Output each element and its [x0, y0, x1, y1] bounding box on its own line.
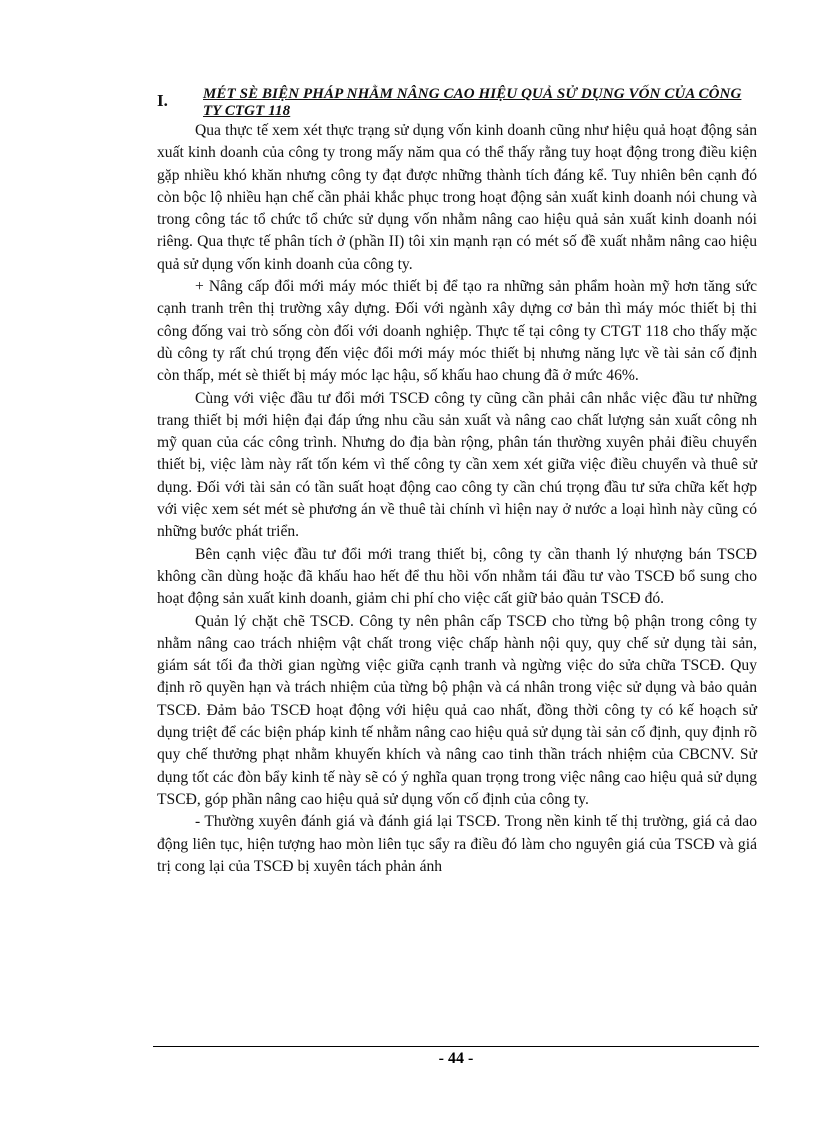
paragraph: + Nâng cấp đổi mới máy móc thiết bị để tạo ra những sản phẩm hoàn mỹ hơn tăng sức cạnh tranh trên thị trường xây dựng. Đối với ngành xây dựng cơ bản thì máy móc thiết bị thi công đống vai trò sống còn đối với doanh nghiệp. Thực tế tại công ty CTGT 118 cho thấy mặc dù công ty rất chú trọng đến việc đổi mới máy móc thiết bị nhưng năng lực về tài sản cố định còn thấp, mét sè thiết bị máy móc lạc hậu, số khấu hao chung đã ở mức 46%.	[157, 278, 757, 385]
section-heading	[157, 86, 757, 120]
paragraph: - Thường xuyên đánh giá và đánh giá lại TSCĐ. Trong nền kinh tế thị trường, giá cả dao động liên tục, hiện tượng hao mòn liên tục sẩy ra điều đó làm cho nguyên giá của TSCĐ và giá trị cong lại của TSCĐ bị xuyên tách phản ánh	[157, 813, 757, 875]
section-number: I.	[157, 91, 168, 110]
page-body	[157, 86, 757, 878]
footer-divider	[153, 1046, 759, 1047]
paragraph: Quản lý chặt chẽ TSCĐ. Công ty nên phân cấp TSCĐ cho từng bộ phận trong công ty nhằm nâng cao trách nhiệm vật chất trong việc chấp hành nội quy, quy chế sử dụng tài sản, giám sát tối đa thời gian ngừng việc giữa cạnh tranh và ngừng việc do sửa chữa TSCĐ. Quy định rõ quyền hạn và trách nhiệm của từng bộ phận và cá nhân trong việc sử dụng và bảo quản TSCĐ. Đảm bảo TSCĐ hoạt động với hiệu quả cao nhất, đồng thời công ty có kế hoạch sử dụng triệt để các biện pháp kinh tế nhằm nâng cao hiệu quả sử dụng tài sản cố định, quy định rõ quy chế thưởng phạt nhằm khuyến khích và nâng cao tinh thần trách nhiệm của CBCNV. Sử dụng tốt các đòn bẩy kinh tế này sẽ có ý nghĩa quan trọng trong việc nâng cao hiệu quả sử dụng TSCĐ, góp phần nâng cao hiệu quả sử dụng vốn cố định của công ty.	[157, 612, 757, 808]
paragraph: Bên cạnh việc đầu tư đổi mới trang thiết bị, công ty cần thanh lý nhượng bán TSCĐ không cần dùng hoặc đã khấu hao hết để thu hồi vốn nhằm tái đầu tư vào TSCĐ bổ sung cho hoạt động sản xuất kinh doanh, giảm chi phí cho việc cất giữ bảo quản TSCĐ đó.	[157, 545, 757, 608]
section-title: MÉT SÈ BIỆN PHÁP NHẰM NÂNG CAO HIỆU QUẢ SỬ DỤNG VỐN CỦA CÔNG TY CTGT 118	[203, 86, 742, 119]
paragraph: Cùng với việc đầu tư đổi mới TSCĐ công ty cũng cần phải cân nhắc việc đầu tư những trang thiết bị mới hiện đại đáp ứng nhu cầu sản xuất và nâng cao chất lượng sản xuất công nh mỹ quan của các công trình. Nhưng do địa bàn rộng, phân tán thường xuyên phải điều chuyển thiết bị, việc làm này rất tốn kém vì thế công ty cần xem xét giữa việc điều chuyển và thuê sử dụng. Đối với tài sản có tần suất hoạt động cao công ty cần chú trọng đầu tư sửa chữa kết hợp với việc xem sét mét sè phương án về thuê tài chính vì hiện nay ở nước a loại hình này cũng có những bước phát triển.	[157, 389, 757, 541]
page-number: - 44 -	[438, 1050, 474, 1067]
paragraph: Qua thực tế xem xét thực trạng sử dụng vốn kinh doanh cũng như hiệu quả hoạt động sản xuất kinh doanh của công ty trong mấy năm qua có thể thấy rằng tuy hoạt động trong điều kiện gặp nhiều khó khăn nhưng công ty đạt được những thành tích đáng kể. Tuy nhiên bên cạnh đó còn bộc lộ nhiều hạn chế cần phải khắc phục trong hoạt động sản xuất kinh doanh nói chung và trong công tác tổ chức tổ chức sử dụng vốn nhằm nâng cao hiệu quả sản xuất kinh doanh nói riêng. Qua thực tế phân tích ở (phần II) tôi xin mạnh rạn có mét số đề xuất nhằm nâng cao hiệu quả sử dụng vốn kinh doanh của công ty.	[157, 122, 757, 273]
